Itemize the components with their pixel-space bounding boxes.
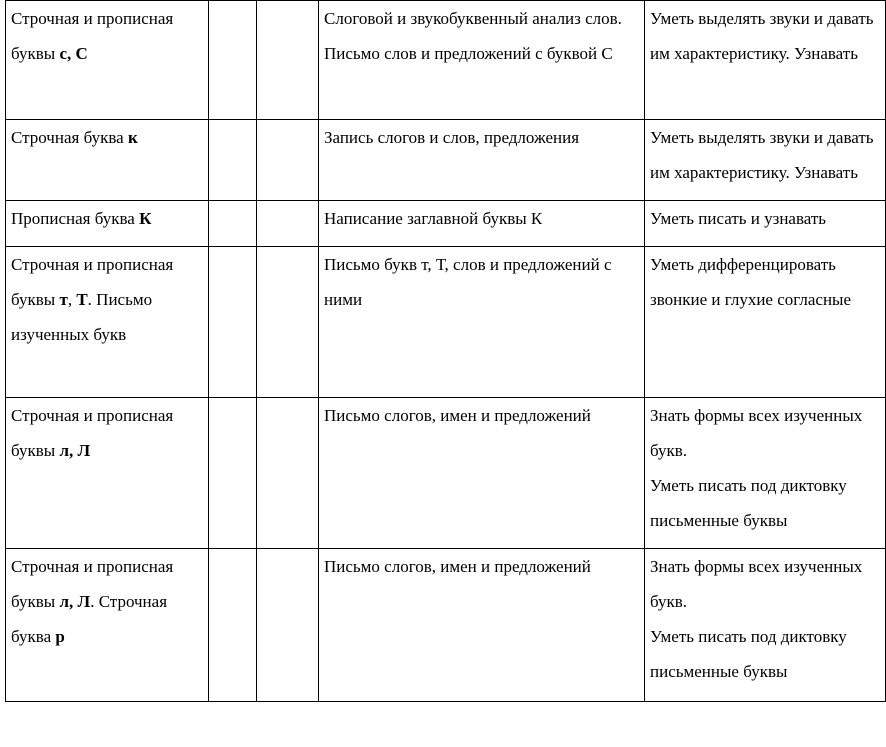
table-row: [6, 120, 886, 201]
table-row: [6, 201, 886, 247]
table-row: [6, 247, 886, 398]
skills-cell: Уметь писать и узнавать: [645, 201, 886, 247]
hours-cell: [209, 549, 257, 702]
date-cell: [257, 201, 319, 247]
table-row: [6, 1, 886, 120]
skills-cell: Уметь выделять звуки и давать им характеристику. Узнавать: [645, 1, 886, 120]
content-cell: Слоговой и звукобуквенный анализ слов. Письмо слов и предложений с буквой С: [319, 1, 645, 120]
date-cell: [257, 120, 319, 201]
topic-cell: Строчная и прописная буквы л, Л. Строчная буква р: [6, 549, 209, 702]
hours-cell: [209, 120, 257, 201]
topic-cell: Строчная буква к: [6, 120, 209, 201]
topic-cell: Прописная буква К: [6, 201, 209, 247]
topic-cell: Строчная и прописная буквы л, Л: [6, 398, 209, 549]
skills-cell: Знать формы всех изученных букв. Уметь писать под диктовку письменные буквы: [645, 549, 886, 702]
topic-cell: Строчная и прописная буквы т, Т. Письмо изученных букв: [6, 247, 209, 398]
skills-cell: Уметь выделять звуки и давать им характеристику. Узнавать: [645, 120, 886, 201]
date-cell: [257, 398, 319, 549]
date-cell: [257, 549, 319, 702]
hours-cell: [209, 1, 257, 120]
content-cell: Запись слогов и слов, предложения: [319, 120, 645, 201]
lesson-plan-table: [5, 0, 886, 702]
table-row: [6, 549, 886, 702]
content-cell: Письмо букв т, Т, слов и предложений с ними: [319, 247, 645, 398]
skills-cell: Уметь дифференцировать звонкие и глухие согласные: [645, 247, 886, 398]
date-cell: [257, 1, 319, 120]
hours-cell: [209, 247, 257, 398]
hours-cell: [209, 201, 257, 247]
content-cell: Письмо слогов, имен и предложений: [319, 549, 645, 702]
date-cell: [257, 247, 319, 398]
hours-cell: [209, 398, 257, 549]
table-row: [6, 398, 886, 549]
content-cell: Письмо слогов, имен и предложений: [319, 398, 645, 549]
topic-cell: Строчная и прописная буквы с, С: [6, 1, 209, 120]
content-cell: Написание заглавной буквы К: [319, 201, 645, 247]
skills-cell: Знать формы всех изученных букв. Уметь писать под диктовку письменные буквы: [645, 398, 886, 549]
